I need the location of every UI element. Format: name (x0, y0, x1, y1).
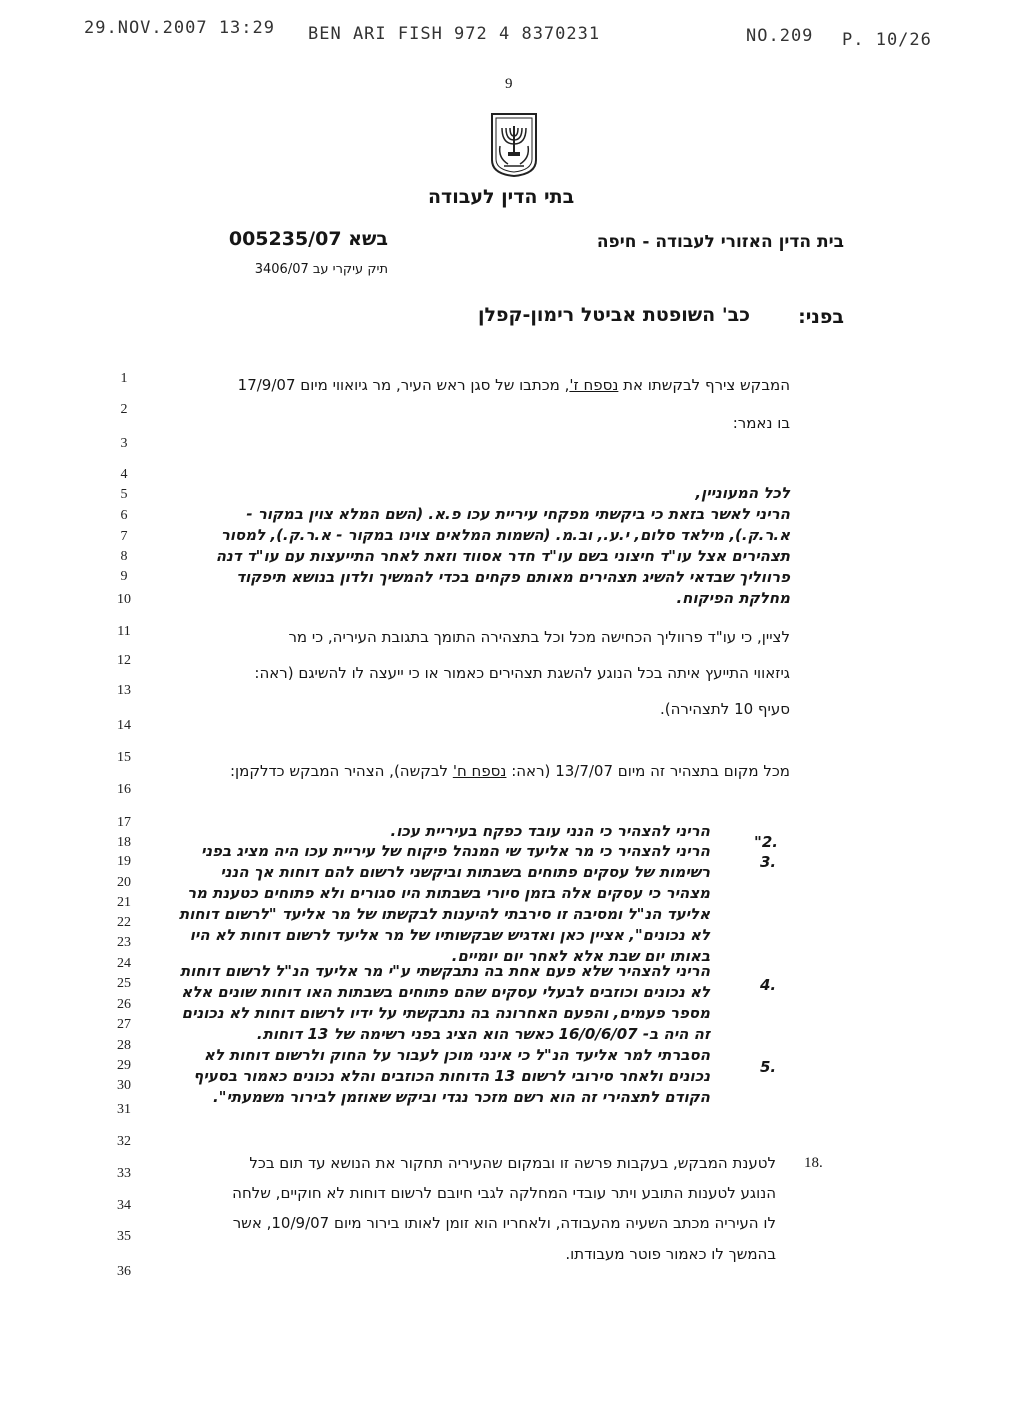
line-number: 17 (117, 815, 131, 830)
quote-line: מחלקת הפיקוח. (676, 589, 790, 607)
line-number: 21 (117, 895, 131, 910)
paragraph-annex-g-intro (238, 376, 790, 394)
quote-line: פרווליך שבדאי להשיג תצהירים מאותם פקחים בכדי להמשיך ולדון בנושא תיפקוד (236, 568, 790, 586)
paragraph-text: המבקש צירף לבקשתו את (618, 376, 790, 394)
judge-name: כב' השופטת אביטל רימון-קפלן (477, 304, 750, 326)
line-number: 3 (120, 436, 128, 451)
paragraph-line: סעיף 10 לתצהירה). (659, 700, 790, 718)
line-number: 20 (117, 875, 131, 890)
line-number: 10 (117, 592, 131, 607)
quote-line: באותו יום שבת אלא לאחר יום יומיים. (451, 947, 710, 965)
paragraph-annex-h-intro (230, 762, 790, 780)
line-number: 34 (117, 1198, 131, 1213)
line-number: 33 (117, 1166, 131, 1181)
quote-line: לכל המעוניין, (695, 484, 790, 502)
line-number: 35 (117, 1229, 131, 1244)
line-number: 12 (117, 653, 131, 668)
line-number: 19 (117, 854, 131, 869)
line-number: 28 (117, 1038, 131, 1053)
line-number: 5 (120, 487, 128, 502)
state-emblem-icon (488, 110, 540, 178)
line-number: 14 (117, 718, 131, 733)
line-number: 16 (117, 782, 131, 797)
paragraph-text: לבקשה), הצהיר המבקש כדלקמן: (230, 762, 453, 780)
quote-line: הריני לאשר בזאת כי ביקשתי מפקחי עיריית עכו פ.א. (השם המלא צוין במקור - (246, 505, 790, 523)
item-number: 5. (760, 1058, 777, 1076)
fax-number: NO.209 (746, 26, 814, 46)
paragraph-line: הנוגע לטענות התובע ויתר עובדי המחלקה לגבי חיובם לרשום דוחות לא חוקיים, שלחה (232, 1184, 776, 1202)
line-number: 9 (120, 569, 128, 584)
line-number: 24 (117, 956, 131, 971)
item-number: 4. (760, 976, 777, 994)
line-number: 25 (117, 976, 131, 991)
paragraph-line: בו נאמר: (732, 414, 790, 432)
paragraph-text: מכל מקום בתצהיר זה מיום 13/7/07 (ראה: (506, 762, 790, 780)
before-label: בפני: (798, 306, 844, 328)
page-number: 9 (505, 76, 513, 92)
fax-datetime: 29.NOV.2007 13:29 (84, 18, 275, 38)
quote-line: לא נכונים", אציין כאן ואדגיש שבקשותיו של מר אליעד לרשום דוחות לא היו (189, 926, 710, 944)
quote-line: אליעד הנ"ל ומסיבה זו סירבתי להיענות לבקשתו של מר אליעד "לרשום דוחות (178, 905, 710, 923)
paragraph-text: , מכתבו של סגן ראש העיר, מר גיואווי מיום 17/9/07 (237, 376, 570, 394)
line-number: 30 (117, 1078, 131, 1093)
line-number: 13 (117, 683, 131, 698)
line-number: 8 (120, 549, 128, 564)
court-name: בית הדין האזורי לעבודה - חיפה (596, 232, 844, 252)
quote-line: מצהיר כי עסקים אלה בזמן סיורי בשבתות היו סגורים ולא פתוחים כטענת מר (187, 884, 710, 902)
line-number: 7 (120, 529, 128, 544)
quote-line: תצהירים אצל עו"ד חיצוני בשם עו"ד חדר אסווד וזאת לאחר התייעצות עם עו"ד דנה (215, 547, 790, 565)
line-number: 4 (120, 467, 128, 482)
line-number: 1 (120, 371, 128, 386)
main-case-number: תיק עיקרי עב 3406/07 (254, 262, 388, 277)
line-number: 6 (120, 508, 128, 523)
paragraph-line: גיזאווי התייעץ איתה בכל הנוגע להשגת תצהירים כאמור או כי ייעצה לו להשיגם (ראה: (254, 664, 790, 682)
line-number: 15 (117, 750, 131, 765)
quote-line: נכונים ולאחר סירובי לרשום 13 הדוחות הכוזבים והלא נכונים כאמור בסעיף (193, 1067, 710, 1085)
case-number: בשא 005235/07 (228, 228, 388, 250)
quote-line: זה היה ב- 16/0/6/07 כאשר הוא הציג בפני רשימה של 13 דוחות. (256, 1025, 710, 1043)
section-number: 18. (804, 1155, 823, 1171)
line-number: 18 (117, 835, 131, 850)
quote-line: א.ר.ק.), מילאד סלום, י.ע., וב.מ. (השמות המלאים צוינו במקור - א.ר.ק.), למסור (220, 526, 790, 544)
line-number: 26 (117, 997, 131, 1012)
line-number: 31 (117, 1102, 131, 1117)
fax-sender: BEN ARI FISH 972 4 8370231 (308, 24, 601, 44)
quote-line: הריני להצהיר כי הנני עובד כפקח בעיריית עכו. (390, 822, 710, 840)
annex-reference: נספח ז' (569, 376, 619, 394)
quote-line: רשימות של עסקים פתוחים בשבתות וביקשני לרשום להם דוחות אך הנני (220, 863, 710, 881)
paragraph-line: בהמשך לו כאמור פוטר מעבודתו. (565, 1245, 776, 1263)
quote-line: הריני להצהיר כי מר אליעד שי המנהל פיקוח של עיריית עכו היה מציג בפני (200, 842, 710, 860)
paragraph-line: לציין, כי עו"ד פרווליך הכחישה מכל וכל בתצהירה התומך בתגובת העיריה, כי מר (288, 628, 790, 646)
line-number: 29 (117, 1058, 131, 1073)
line-number: 11 (117, 624, 131, 639)
court-system-title: בתי הדין לעבודה (428, 186, 575, 208)
quote-line: הריני להצהיר שלא פעם אחת בה נתבקשתי ע"י מר אליעד הנ"ל לרשום דוחות (179, 962, 710, 980)
line-number: 22 (117, 915, 131, 930)
quote-line: הקודם לתצהירי זה הוא רשם מזכר נגדי וביקש שאוזמן לבירור משמעתי". (212, 1088, 710, 1106)
item-number: "2. (754, 833, 778, 851)
quote-line: לא נכונים וכוזבים לבעלי עסקים שהם פתוחים בשבתות האו דוחות שונים אלא (181, 983, 710, 1001)
fax-page: P. 10/26 (842, 30, 932, 50)
quote-line: הסברתי למר אליעד הנ"ל כי אינני מוכן לעבור על החוק ולרשום דוחות לא (203, 1046, 710, 1064)
line-number: 32 (117, 1134, 131, 1149)
quote-line: מספר פעמים, והפעם האחרונה בה נתבקשתי על ידיו לרשום דוחות לא נכונים (181, 1004, 710, 1022)
paragraph-line: לו העיריה מכתב השעיה מהעבודה, ולאחריו הוא זומן לאותו בירור מיום 10/9/07, אשר (232, 1214, 776, 1232)
annex-reference: נספח ח' (452, 762, 507, 780)
line-number: 27 (117, 1017, 131, 1032)
line-number: 23 (117, 935, 131, 950)
item-number: 3. (760, 853, 777, 871)
line-number: 2 (120, 402, 128, 417)
line-number: 36 (117, 1264, 131, 1279)
paragraph-line: לטענת המבקש, בעקבות פרשה זו ובמקום שהעיריה תחקור את הנושא עד תום בכל (249, 1154, 776, 1172)
